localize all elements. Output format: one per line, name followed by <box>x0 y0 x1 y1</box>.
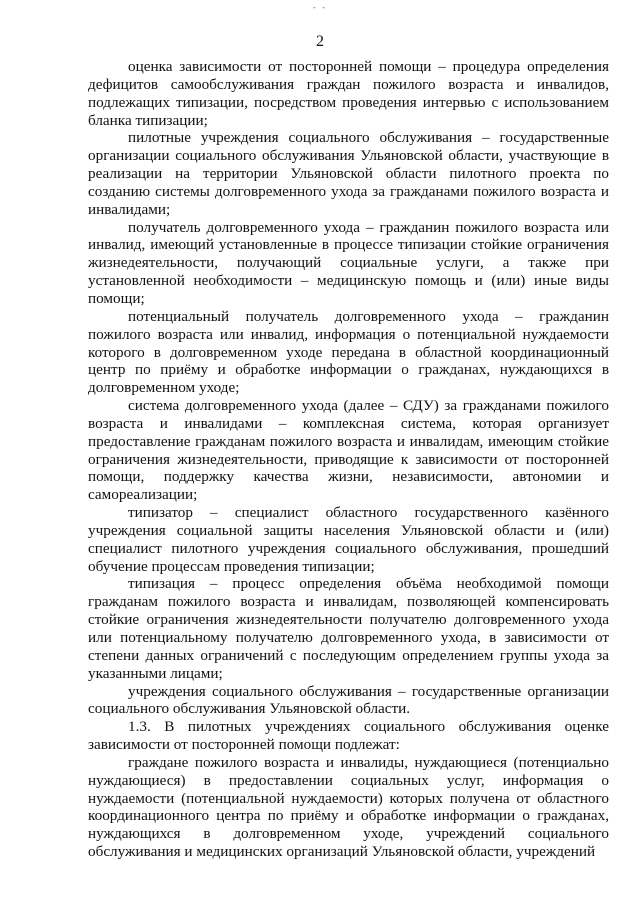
paragraph-typist-definition: типизатор – специалист областного государственного казённого учреждения социальной защиты населения Ульяновской области и (или) специалист пилотного учреждения социального обслуживания, прошедший обучение процессам проведения типизации; <box>88 504 609 575</box>
page-number: 2 <box>316 33 324 50</box>
paragraph-typification-definition: типизация – процесс определения объёма необходимой помощи гражданам пожилого возраста и инвалидам, позволяющей компенсировать стойкие ограничения жизнедеятельности получателю долговременного ухода или потенциальному получателю долговременного ухода, в зависимости от степени данных ограничений с последующим определением группы ухода за указанными лицами; <box>88 575 609 682</box>
paragraph-pilot-institutions-definition: пилотные учреждения социального обслуживания – государственные организации социального обслуживания Ульяновской области, участвующие в реализации на территории Ульяновской области пилотного проекта по созданию системы долговременного ухода за гражданами пожилого возраста и инвалидами; <box>88 129 609 218</box>
paragraph-care-recipient-definition: получатель долговременного ухода – гражданин пожилого возраста или инвалид, имеющий установленные в процессе типизации стойкие ограничения жизнедеятельности, получающий социальные услуги, а также при установленной необходимости – медицинскую помощь и (или) иные виды помощи; <box>88 218 609 307</box>
paragraph-ltc-system-definition: система долговременного ухода (далее – СДУ) за гражданами пожилого возраста и инвалидами – комплексная система, которая организует предоставление гражданам пожилого возраста и инвалидам, имеющим стойкие ограничения жизнедеятельности, приводящие к зависимости от посторонней помощи, поддержку качества жизни, независимости, автономии и самореализации; <box>88 397 609 504</box>
document-body <box>88 58 609 861</box>
paragraph-potential-recipient-definition: потенциальный получатель долговременного ухода – гражданин пожилого возраста или инвалид, информация о потенциальной нуждаемости которого в долговременном уходе передана в областной координационный центр по приёму и обработке информации о гражданах, нуждающихся в долговременном уходе; <box>88 307 609 397</box>
paragraph-section-1-3: 1.3. В пилотных учреждениях социального обслуживания оценке зависимости от посторонней помощи подлежат: <box>88 718 609 754</box>
paragraph-social-institutions-definition: учреждения социального обслуживания – государственные организации социального обслуживания Ульяновской области. <box>88 682 609 718</box>
paragraph-eligible-citizens: граждане пожилого возраста и инвалиды, нуждающиеся (потенциально нуждающиеся) в предоставлении социальных услуг, информация о нуждаемости (потенциальной нуждаемости) которых получена от областного координационного центра по приёму и обработке информации о гражданах, нуждающихся в долговременном уходе, учреждений социального обслуживания и медицинских организаций Ульяновской области, учреждений <box>88 753 609 861</box>
paragraph-assessment-definition: оценка зависимости от посторонней помощи – процедура определения дефицитов самообслуживания граждан пожилого возраста и инвалидов, подлежащих типизации, посредством проведения интервью с использованием бланка типизации; <box>88 58 609 129</box>
top-scan-mark: - - <box>312 2 328 12</box>
